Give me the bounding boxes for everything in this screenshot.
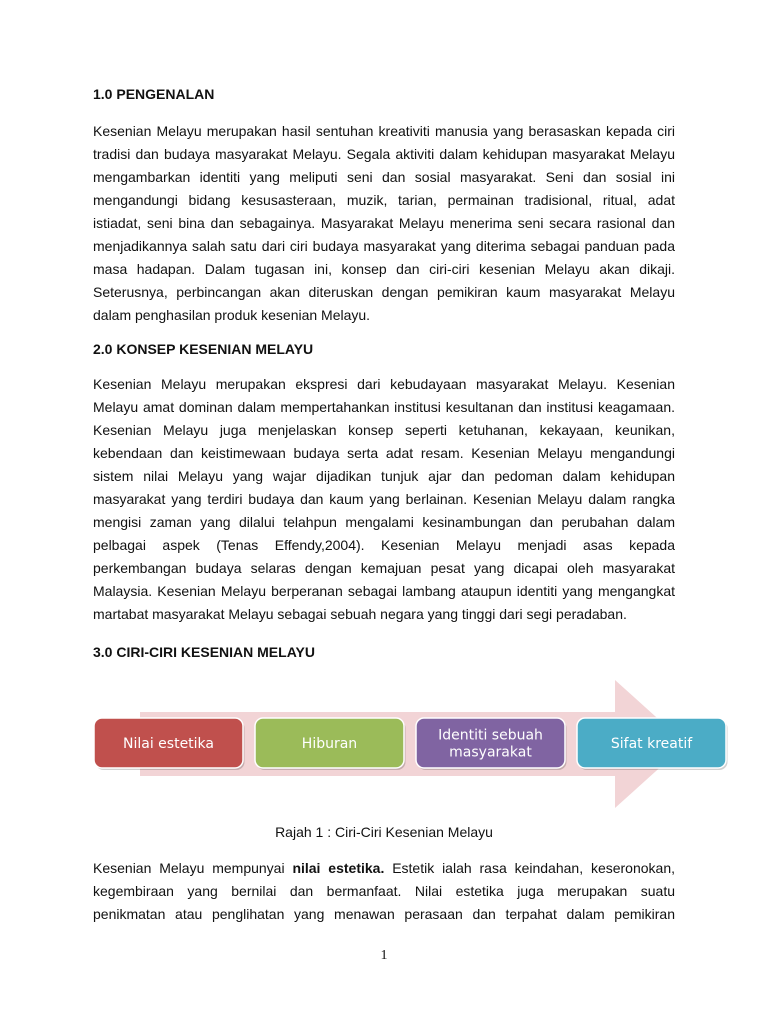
text-line: mengandungi bidang kesusasteraan, muzik, tarian, permainan tradisional, ritual, adat [93, 192, 675, 208]
section-3-heading: 3.0 CIRI-CIRI KESENIAN MELAYU [93, 644, 315, 660]
text-line: mengambarkan identiti yang meliputi seni dan sosial masyarakat. Seni dan sosial ini [93, 169, 675, 185]
diagram-box-label: Sifat kreatif [610, 736, 693, 752]
diagram-box-label: Identiti sebuah [438, 727, 543, 744]
text-line: perkembangan budaya selaras dengan kemajuan pesat yang dicapai oleh masyarakat [93, 560, 675, 576]
text-line: Kesenian Melayu merupakan hasil sentuhan kreativiti manusia yang berasaskan kepada ciri [93, 123, 675, 139]
text-line: kegembiraan yang bernilai dan bermanfaat. Nilai estetika juga merupakan suatu [93, 883, 675, 899]
text-line: Malaysia. Kesenian Melayu berperanan sebagai lambang ataupun identiti yang mengangkat [93, 583, 675, 599]
text-line: pelbagai aspek (Tenas Effendy,2004). Kesenian Melayu menjadi asas kepada [93, 537, 675, 553]
section-2-paragraph [93, 373, 675, 626]
text-run: Estetik ialah rasa keindahan, keseronokan, [384, 860, 675, 876]
diagram-box [416, 718, 567, 770]
text-line: Seterusnya, perbincangan akan diteruskan dengan pemikiran kaum masyarakat Melayu [93, 284, 675, 300]
text-line [93, 857, 675, 880]
text-line: istiadat, seni bina dan sebagainya. Masyarakat Melayu menerima seni secara rasional dan [93, 215, 675, 231]
text-line: masa hadapan. Dalam tugasan ini, konsep dan ciri-ciri kesenian Melayu akan dikaji. [93, 261, 675, 277]
section-1-heading: 1.0 PENGENALAN [93, 86, 215, 102]
text-line: mengisi zaman yang dilalui telahpun mengalami kesinambungan dan perubahan dalam [93, 514, 675, 530]
bold-term: nilai estetika. [292, 860, 385, 876]
text-run: Kesenian Melayu mempunyai [93, 860, 293, 876]
section-3-paragraph [93, 857, 675, 926]
text-line: menjadikannya salah satu dari ciri budaya masyarakat yang diterima sebagai panduan pada [93, 238, 675, 254]
section-1-paragraph [93, 120, 675, 327]
diagram-box-label: Nilai estetika [123, 736, 214, 752]
text-line: Melayu amat dominan dalam mempertahankan institusi kesultanan dan institusi keagamaan. [93, 399, 675, 415]
text-line: dalam penghasilan produk kesenian Melayu. [93, 307, 371, 323]
diagram-box-label: Hiburan [301, 736, 358, 752]
text-line: martabat masyarakat Melayu sebagai sebuah negara yang tinggi dari segi peradaban. [93, 606, 627, 622]
section-2-heading: 2.0 KONSEP KESENIAN MELAYU [93, 341, 314, 357]
text-line: tradisi dan budaya masyarakat Melayu. Segala aktiviti dalam kehidupan masyarakat Melayu [93, 146, 675, 162]
text-line: penikmatan atau penglihatan yang menawan perasaan dan terpahat dalam pemikiran [93, 906, 675, 922]
diagram-box [577, 718, 728, 770]
text-line: sistem nilai Melayu yang wajar dijadikan tunjuk ajar dan pedoman dalam kehidupan [93, 468, 675, 484]
text-line: masyarakat yang terdiri budaya dan kaum yang berlainan. Kesenian Melayu dalam rangka [93, 491, 675, 507]
diagram-box [94, 718, 245, 770]
text-line: Kesenian Melayu merupakan ekspresi dari kebudayaan masyarakat Melayu. Kesenian [93, 376, 675, 392]
ciri-ciri-diagram [90, 676, 740, 812]
page-number: 1 [380, 948, 388, 963]
text-line: kebendaan dan keistimewaan budaya serta adat resam. Kesenian Melayu mengandungi [93, 445, 675, 461]
diagram-box-label: masyarakat [449, 744, 532, 761]
diagram-box [255, 718, 406, 770]
text-line: Kesenian Melayu juga menjelaskan konsep seperti ketuhanan, kekayaan, keunikan, [93, 422, 675, 438]
figure-caption: Rajah 1 : Ciri-Ciri Kesenian Melayu [275, 824, 493, 840]
